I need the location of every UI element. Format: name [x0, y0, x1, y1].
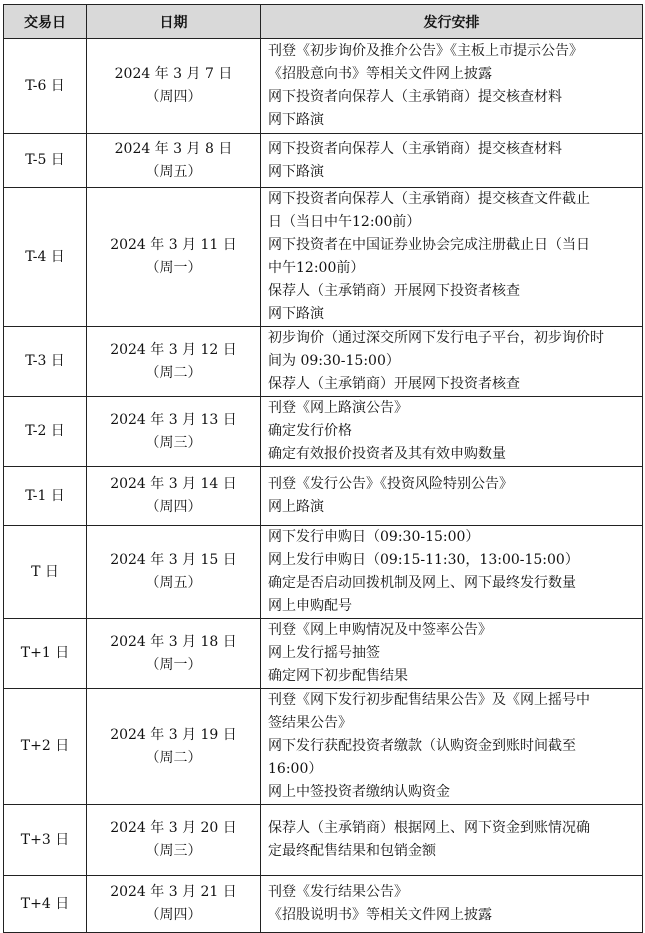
header-arrangement: 发行安排 — [261, 5, 643, 39]
arrangement-line: 签结果公告》 — [268, 715, 352, 731]
weekday-text: （周四） — [145, 89, 202, 105]
date-text: 2024 年 3 月 12 日 — [110, 341, 237, 358]
date-text: 2024 年 3 月 14 日 — [110, 476, 237, 492]
table-row — [4, 467, 643, 526]
arrangement-line: 《招股说明书》等相关文件网上披露 — [268, 907, 492, 923]
arrangement-line: 16:00） — [268, 761, 323, 777]
table-body — [4, 39, 643, 933]
weekday-text: （周四） — [145, 499, 202, 515]
table-row — [4, 876, 643, 933]
arrangement-line: 网上中签投资者缴纳认购资金 — [268, 784, 450, 800]
weekday-text: （周一） — [145, 260, 202, 276]
arrangement-cell — [261, 134, 643, 188]
arrangement-line: 初步询价（通过深交所网下发行电子平台，初步询价时 — [268, 330, 604, 346]
table-row — [4, 805, 643, 876]
date-cell — [87, 805, 261, 876]
arrangement-line: 网下投资者向保荐人（主承销商）提交核查材料 — [268, 89, 562, 105]
weekday-text: （周五） — [145, 575, 202, 591]
trading-day-cell: T+1 日 — [4, 619, 87, 689]
trading-day-cell: T-5 日 — [4, 134, 87, 188]
weekday-text: （周四） — [145, 907, 202, 923]
arrangement-line: 刊登《网上路演公告》 — [268, 400, 408, 416]
arrangement-line: 《招股意向书》等相关文件网上披露 — [268, 66, 492, 82]
weekday-text: （周二） — [145, 364, 202, 381]
arrangement-line: 网下路演 — [268, 112, 324, 128]
arrangement-line: 网上路演 — [268, 499, 324, 515]
arrangement-cell — [261, 467, 643, 526]
date-cell — [87, 619, 261, 689]
date-cell — [87, 526, 261, 619]
arrangement-line: 定最终配售结果和包销金额 — [268, 843, 436, 859]
arrangement-line: 确定发行价格 — [268, 423, 352, 439]
weekday-text: （周三） — [145, 843, 202, 859]
arrangement-line: 网上发行申购日（09:15-11:30，13:00-15:00） — [268, 552, 579, 568]
table-row — [4, 39, 643, 134]
date-cell — [87, 39, 261, 134]
table-row — [4, 134, 643, 188]
table-row — [4, 689, 643, 805]
arrangement-cell — [261, 397, 643, 467]
date-text: 2024 年 3 月 11 日 — [110, 237, 237, 253]
arrangement-line: 网下投资者向保荐人（主承销商）提交核查材料 — [268, 140, 562, 157]
date-text: 2024 年 3 月 13 日 — [110, 411, 237, 428]
table-row — [4, 188, 643, 327]
arrangement-line: 中午12:00前） — [268, 260, 365, 276]
arrangement-line: 确定是否启动回拨机制及网上、网下最终发行数量 — [268, 575, 576, 591]
trading-day-cell: T-1 日 — [4, 467, 87, 526]
arrangement-line: 保荐人（主承销商）开展网下投资者核查 — [268, 283, 520, 299]
trading-day-cell: T+4 日 — [4, 876, 87, 933]
header-date: 日期 — [87, 5, 261, 39]
weekday-text: （周三） — [145, 434, 202, 451]
date-cell — [87, 467, 261, 526]
arrangement-cell — [261, 619, 643, 689]
arrangement-cell — [261, 39, 643, 134]
date-text: 2024 年 3 月 15 日 — [110, 552, 237, 568]
date-cell — [87, 134, 261, 188]
date-cell — [87, 397, 261, 467]
arrangement-line: 刊登《网下发行初步配售结果公告》及《网上摇号中 — [268, 692, 590, 708]
weekday-text: （周二） — [145, 749, 202, 766]
arrangement-line: 网下路演 — [268, 163, 324, 180]
date-cell — [87, 188, 261, 327]
header-row — [4, 5, 643, 39]
date-cell — [87, 689, 261, 805]
arrangement-cell — [261, 689, 643, 805]
arrangement-cell — [261, 805, 643, 876]
arrangement-cell — [261, 526, 643, 619]
date-text: 2024 年 3 月 18 日 — [110, 633, 237, 650]
arrangement-line: 网上发行摇号抽签 — [268, 645, 380, 661]
trading-day-cell: T-4 日 — [4, 188, 87, 327]
weekday-text: （周一） — [145, 656, 202, 673]
date-text: 2024 年 3 月 8 日 — [114, 140, 233, 157]
table-row — [4, 526, 643, 619]
arrangement-line: 间为 09:30-15:00） — [268, 353, 400, 369]
trading-day-cell: T-6 日 — [4, 39, 87, 134]
arrangement-line: 确定有效报价投资者及其有效申购数量 — [268, 446, 506, 462]
arrangement-line: 保荐人（主承销商）开展网下投资者核查 — [268, 376, 520, 392]
arrangement-line: 确定网下初步配售结果 — [268, 668, 408, 684]
arrangement-line: 网下投资者在中国证券业协会完成注册截止日（当日 — [268, 237, 590, 253]
table-row — [4, 619, 643, 689]
trading-day-cell: T-2 日 — [4, 397, 87, 467]
issuance-schedule-table — [3, 4, 643, 933]
trading-day-cell: T+3 日 — [4, 805, 87, 876]
arrangement-line: 日（当日中午12:00前） — [268, 214, 421, 230]
date-text: 2024 年 3 月 21 日 — [110, 884, 237, 900]
arrangement-line: 网下发行申购日（09:30-15:00） — [268, 529, 480, 545]
arrangement-line: 网下发行获配投资者缴款（认购资金到账时间截至 — [268, 738, 576, 754]
trading-day-cell: T-3 日 — [4, 327, 87, 397]
arrangement-line: 刊登《发行公告》《投资风险特别公告》 — [268, 476, 513, 492]
table-row — [4, 397, 643, 467]
header-trading-day: 交易日 — [4, 5, 87, 39]
weekday-text: （周五） — [145, 163, 202, 180]
arrangement-cell — [261, 188, 643, 327]
arrangement-line: 网下路演 — [268, 306, 324, 322]
trading-day-cell: T 日 — [4, 526, 87, 619]
date-text: 2024 年 3 月 7 日 — [114, 66, 233, 82]
arrangement-line: 网下投资者向保荐人（主承销商）提交核查文件截止 — [268, 191, 590, 207]
arrangement-line: 刊登《网上申购情况及中签率公告》 — [268, 622, 492, 638]
arrangement-line: 保荐人（主承销商）根据网上、网下资金到账情况确 — [268, 820, 590, 836]
trading-day-cell: T+2 日 — [4, 689, 87, 805]
date-text: 2024 年 3 月 20 日 — [110, 820, 237, 836]
arrangement-line: 刊登《初步询价及推介公告》《主板上市提示公告》 — [268, 43, 583, 59]
arrangement-cell — [261, 327, 643, 397]
date-text: 2024 年 3 月 19 日 — [110, 726, 237, 743]
arrangement-line: 网上申购配号 — [268, 598, 352, 614]
table-row — [4, 327, 643, 397]
arrangement-line: 刊登《发行结果公告》 — [268, 884, 408, 900]
date-cell — [87, 876, 261, 933]
arrangement-cell — [261, 876, 643, 933]
date-cell — [87, 327, 261, 397]
